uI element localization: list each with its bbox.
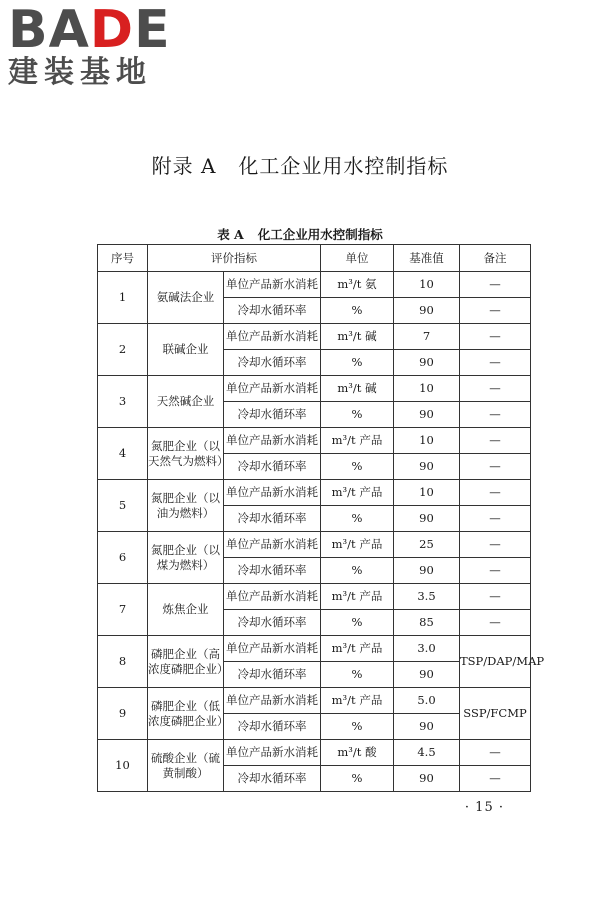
- unit-value: m³/t 氨: [321, 272, 394, 298]
- table-caption-title: 化工企业用水控制指标: [257, 227, 383, 242]
- indicator-name: 冷却水循环率: [224, 766, 321, 792]
- remark-value: —: [460, 584, 531, 610]
- remark-value: SSP/FCMP: [460, 688, 531, 740]
- header-indicator: 评价指标: [148, 245, 321, 272]
- base-value: 10: [394, 272, 460, 298]
- unit-value: %: [321, 506, 394, 532]
- remark-value: —: [460, 558, 531, 584]
- indicator-name: 冷却水循环率: [224, 714, 321, 740]
- brand-logo: [8, 0, 171, 90]
- appendix-label: 附录 A: [151, 154, 217, 178]
- indicator-name: 单位产品新水消耗: [224, 272, 321, 298]
- indicator-name: 冷却水循环率: [224, 454, 321, 480]
- unit-value: m³/t 产品: [321, 688, 394, 714]
- table-row: [98, 584, 531, 610]
- indicator-name: 单位产品新水消耗: [224, 324, 321, 350]
- table-row: [98, 532, 531, 558]
- unit-value: %: [321, 662, 394, 688]
- remark-value: —: [460, 610, 531, 636]
- unit-value: %: [321, 558, 394, 584]
- base-value: 5.0: [394, 688, 460, 714]
- row-number: 10: [98, 740, 148, 792]
- company-type: 氮肥企业（以煤为燃料）: [148, 532, 224, 584]
- remark-value: —: [460, 506, 531, 532]
- remark-value: —: [460, 272, 531, 298]
- unit-value: %: [321, 402, 394, 428]
- header-remark: 备注: [460, 245, 531, 272]
- unit-value: m³/t 产品: [321, 584, 394, 610]
- base-value: 85: [394, 610, 460, 636]
- unit-value: %: [321, 714, 394, 740]
- row-number: 4: [98, 428, 148, 480]
- unit-value: m³/t 产品: [321, 636, 394, 662]
- page-number: · 15 ·: [464, 800, 504, 815]
- indicator-name: 单位产品新水消耗: [224, 584, 321, 610]
- indicator-name: 单位产品新水消耗: [224, 688, 321, 714]
- unit-value: m³/t 碱: [321, 324, 394, 350]
- base-value: 10: [394, 480, 460, 506]
- table-row: [98, 740, 531, 766]
- remark-value: TSP/DAP/MAP: [460, 636, 531, 688]
- appendix-heading: 化工企业用水控制指标: [238, 154, 449, 178]
- indicator-name: 冷却水循环率: [224, 558, 321, 584]
- base-value: 90: [394, 506, 460, 532]
- company-type: 炼焦企业: [148, 584, 224, 636]
- remark-value: —: [460, 480, 531, 506]
- unit-value: m³/t 产品: [321, 480, 394, 506]
- base-value: 3.0: [394, 636, 460, 662]
- indicator-name: 单位产品新水消耗: [224, 532, 321, 558]
- header-unit: 单位: [321, 245, 394, 272]
- header-no: 序号: [98, 245, 148, 272]
- table-row: [98, 428, 531, 454]
- indicator-name: 冷却水循环率: [224, 610, 321, 636]
- indicator-name: 单位产品新水消耗: [224, 376, 321, 402]
- unit-value: %: [321, 766, 394, 792]
- company-type: 氮肥企业（以油为燃料）: [148, 480, 224, 532]
- remark-value: —: [460, 454, 531, 480]
- table-row: [98, 688, 531, 714]
- row-number: 8: [98, 636, 148, 688]
- indicator-name: 单位产品新水消耗: [224, 480, 321, 506]
- base-value: 10: [394, 428, 460, 454]
- table-row: [98, 324, 531, 350]
- base-value: 10: [394, 376, 460, 402]
- appendix-title: [0, 150, 600, 179]
- unit-value: %: [321, 454, 394, 480]
- base-value: 25: [394, 532, 460, 558]
- remark-value: —: [460, 376, 531, 402]
- base-value: 90: [394, 558, 460, 584]
- logo-subtitle: 建装基地: [8, 55, 152, 90]
- row-number: 3: [98, 376, 148, 428]
- remark-value: —: [460, 766, 531, 792]
- base-value: 90: [394, 766, 460, 792]
- remark-value: —: [460, 428, 531, 454]
- table-caption-label: 表 A: [217, 227, 244, 242]
- logo-mark: BADE: [8, 0, 171, 60]
- remark-value: —: [460, 298, 531, 324]
- company-type: 氮肥企业（以天然气为燃料）: [148, 428, 224, 480]
- remark-value: —: [460, 532, 531, 558]
- indicator-name: 单位产品新水消耗: [224, 428, 321, 454]
- row-number: 2: [98, 324, 148, 376]
- water-control-table: [97, 244, 545, 792]
- row-number: 5: [98, 480, 148, 532]
- indicator-name: 冷却水循环率: [224, 298, 321, 324]
- indicator-name: 冷却水循环率: [224, 350, 321, 376]
- table-body: [98, 272, 545, 792]
- indicator-name: 单位产品新水消耗: [224, 636, 321, 662]
- base-value: 4.5: [394, 740, 460, 766]
- base-value: 7: [394, 324, 460, 350]
- remark-value: —: [460, 740, 531, 766]
- indicator-name: 冷却水循环率: [224, 506, 321, 532]
- remark-value: —: [460, 350, 531, 376]
- indicator-name: 冷却水循环率: [224, 662, 321, 688]
- row-number: 7: [98, 584, 148, 636]
- base-value: 3.5: [394, 584, 460, 610]
- company-type: 磷肥企业（低浓度磷肥企业）: [148, 688, 224, 740]
- base-value: 90: [394, 402, 460, 428]
- unit-value: %: [321, 350, 394, 376]
- table-caption: [0, 225, 600, 243]
- row-number: 9: [98, 688, 148, 740]
- row-number: 6: [98, 532, 148, 584]
- header-base-value: 基准值: [394, 245, 460, 272]
- unit-value: %: [321, 610, 394, 636]
- table-header-row: [98, 245, 531, 272]
- indicator-name: 单位产品新水消耗: [224, 740, 321, 766]
- base-value: 90: [394, 298, 460, 324]
- company-type: 联碱企业: [148, 324, 224, 376]
- base-value: 90: [394, 714, 460, 740]
- unit-value: %: [321, 298, 394, 324]
- base-value: 90: [394, 454, 460, 480]
- table-row: [98, 636, 531, 662]
- base-value: 90: [394, 350, 460, 376]
- company-type: 磷肥企业（高浓度磷肥企业）: [148, 636, 224, 688]
- unit-value: m³/t 碱: [321, 376, 394, 402]
- table-row: [98, 480, 531, 506]
- company-type: 硫酸企业（硫黄制酸）: [148, 740, 224, 792]
- table-row: [98, 272, 531, 298]
- unit-value: m³/t 酸: [321, 740, 394, 766]
- remark-value: —: [460, 402, 531, 428]
- indicator-name: 冷却水循环率: [224, 402, 321, 428]
- company-type: 氨碱法企业: [148, 272, 224, 324]
- company-type: 天然碱企业: [148, 376, 224, 428]
- row-number: 1: [98, 272, 148, 324]
- unit-value: m³/t 产品: [321, 532, 394, 558]
- unit-value: m³/t 产品: [321, 428, 394, 454]
- base-value: 90: [394, 662, 460, 688]
- table-row: [98, 376, 531, 402]
- remark-value: —: [460, 324, 531, 350]
